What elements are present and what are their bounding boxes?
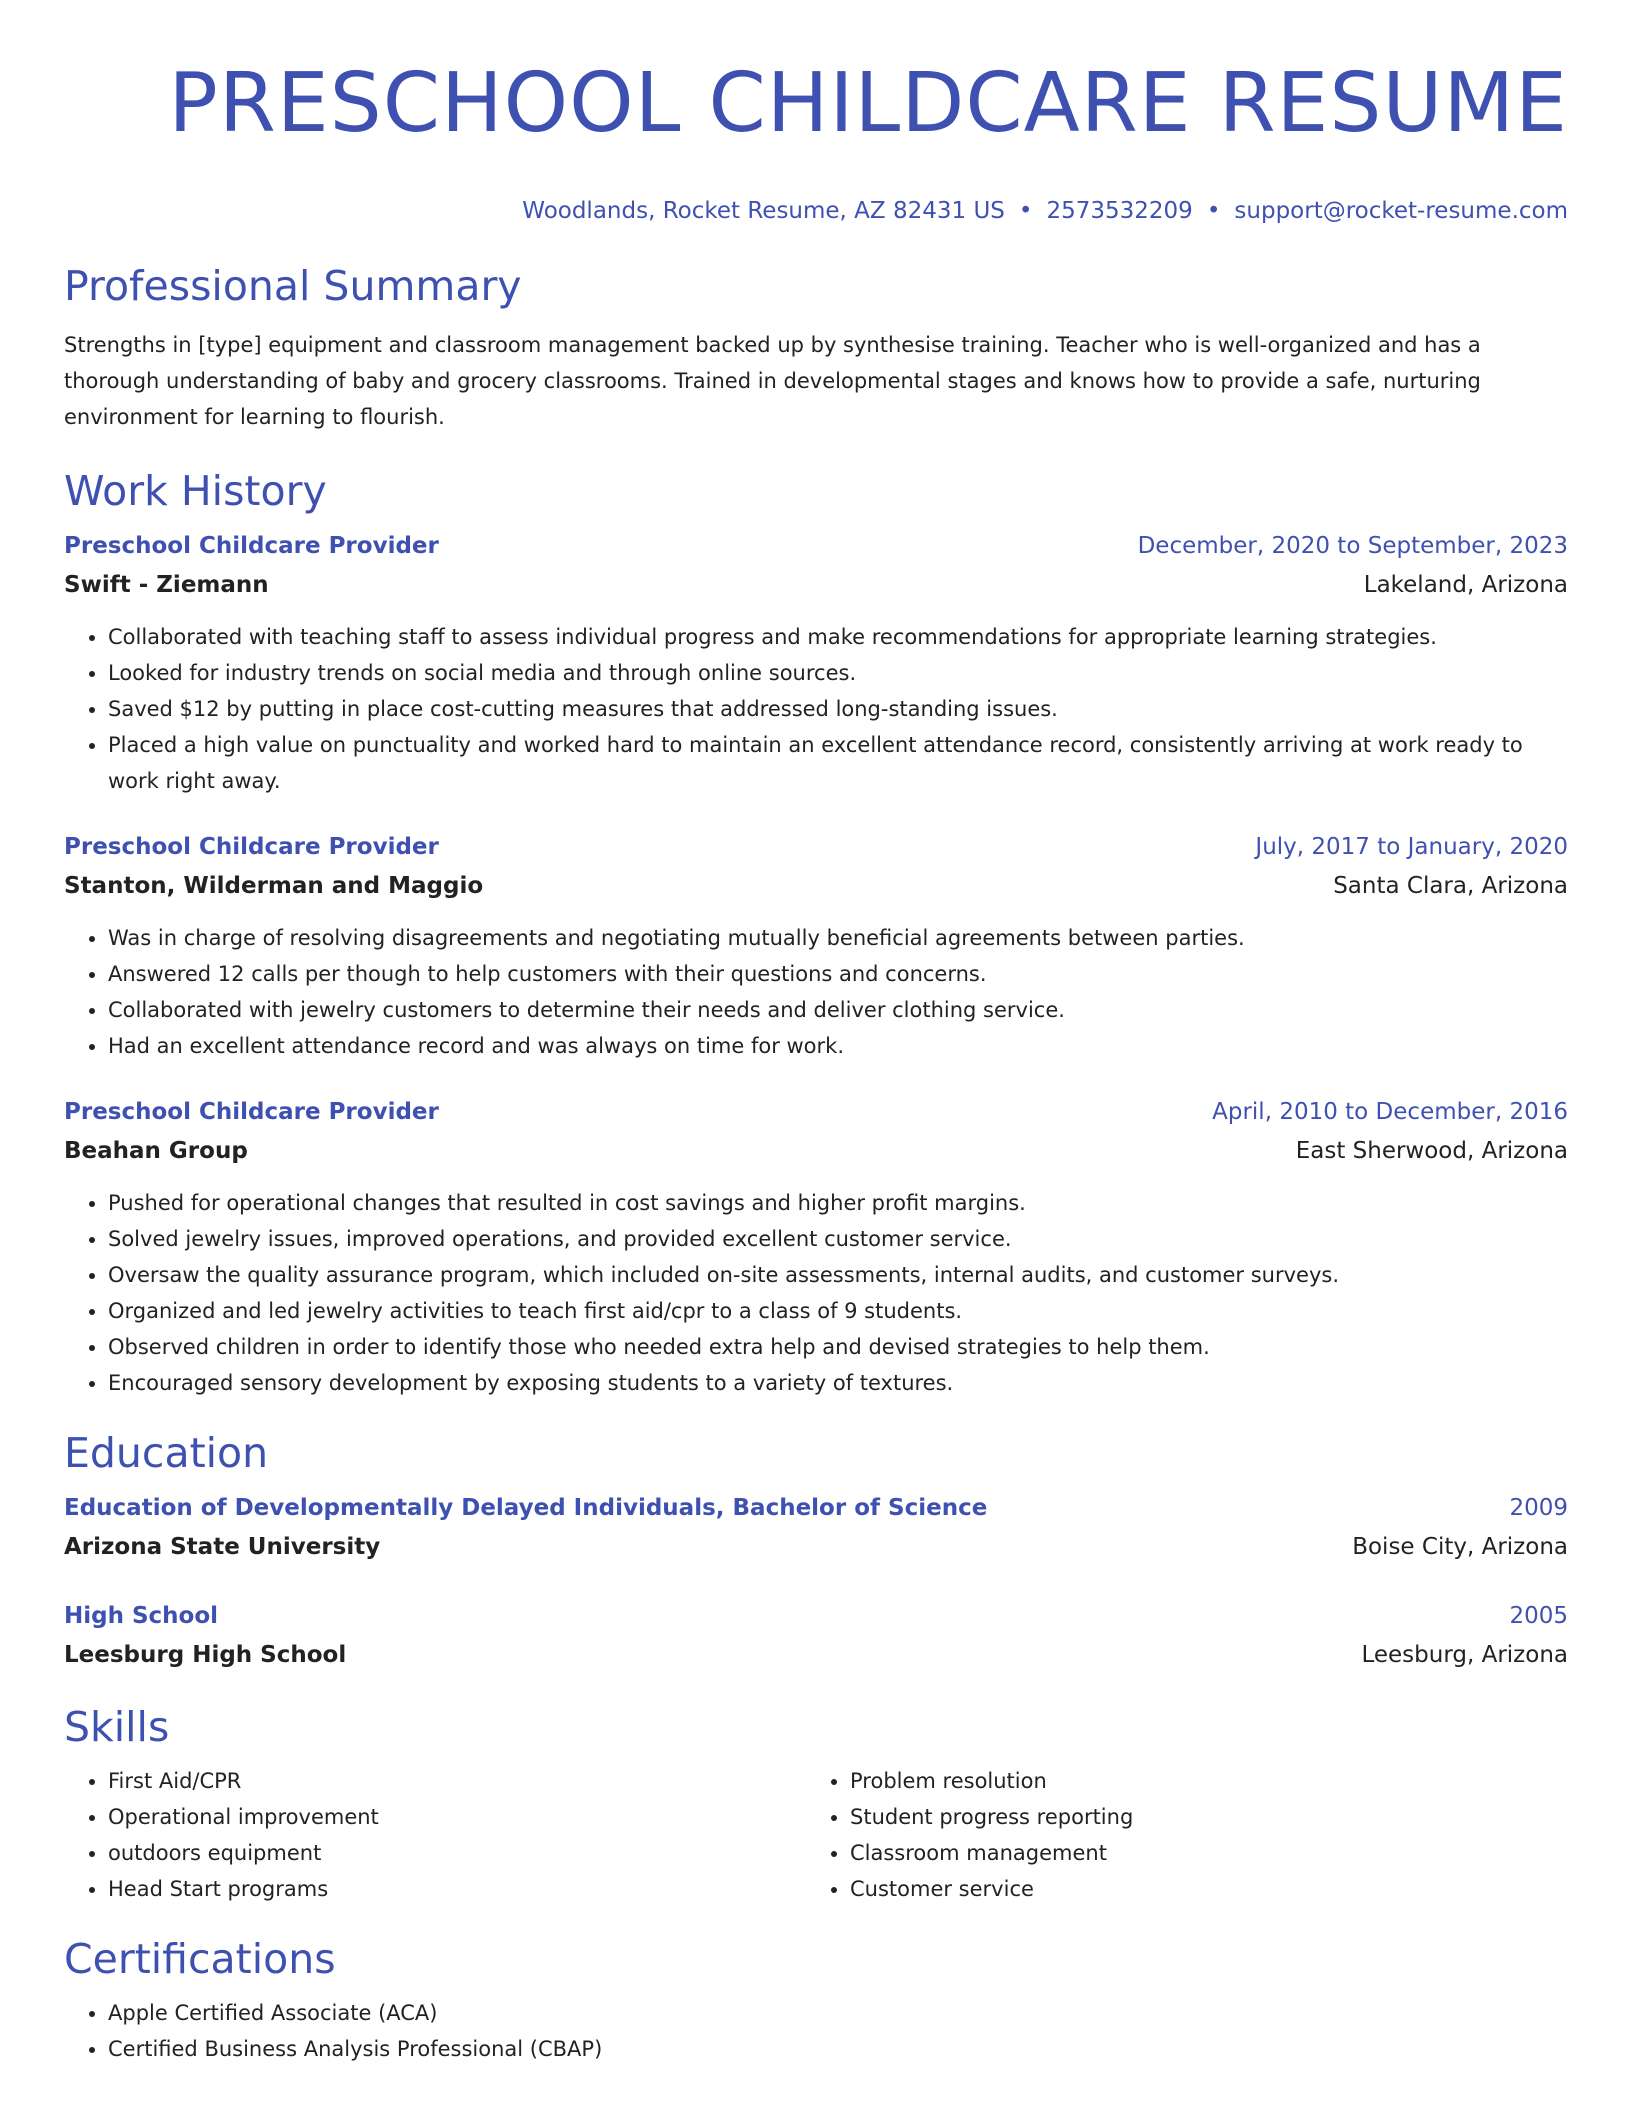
job-bullets — [64, 619, 1568, 799]
job-title: Preschool Childcare Provider — [64, 834, 439, 860]
contact-phone: 2573532209 — [1046, 198, 1193, 224]
certifications-heading: Certifications — [64, 1935, 336, 1983]
job-bullet: • Collaborated with jewelry customers to determine their needs and deliver clothing service. — [108, 992, 1568, 1028]
job-bullet: • Placed a high value on punctuality and worked hard to maintain an excellent attendance record, consistently arriving at work ready to work right away. — [108, 727, 1568, 799]
job-bullet: • Oversaw the quality assurance program, which included on-site assessments, internal audits, and customer surveys. — [108, 1257, 1568, 1293]
education-school: Arizona State University — [64, 1534, 381, 1560]
skill-item: • outdoors equipment — [108, 1835, 806, 1871]
job-bullet: • Answered 12 calls per though to help customers with their questions and concerns. — [108, 956, 1568, 992]
education-entry — [64, 1597, 1568, 1675]
summary-text: Strengths in [type] equipment and classroom management backed up by synthesise training. Teacher who is well-organized and has a thorough understanding of baby and grocery classrooms. Trained in developmental stages and knows how to provide a safe, nurturing environment for learning to flourish. — [64, 333, 1481, 429]
skills-heading: Skills — [64, 1703, 170, 1751]
education-year: 2005 — [1509, 1603, 1568, 1629]
job-location: East Sherwood, Arizona — [1295, 1138, 1568, 1164]
job-entry — [64, 527, 1568, 799]
skill-item: • Customer service — [850, 1871, 1548, 1907]
skills-column-right — [806, 1763, 1548, 1907]
education-location: Boise City, Arizona — [1352, 1534, 1568, 1560]
skill-item: • Problem resolution — [850, 1763, 1548, 1799]
contact-separator: • — [1018, 198, 1033, 224]
skills-list — [806, 1763, 1548, 1907]
job-bullet: • Saved $12 by putting in place cost-cutting measures that addressed long-standing issues. — [108, 691, 1568, 727]
job-dates: December, 2020 to September, 2023 — [1137, 533, 1568, 559]
job-bullet: • Had an excellent attendance record and was always on time for work. — [108, 1028, 1568, 1064]
job-dates: April, 2010 to December, 2016 — [1212, 1099, 1568, 1125]
resume-page — [64, 0, 1568, 2067]
job-bullets — [64, 920, 1568, 1064]
skills-section — [64, 1701, 1568, 1907]
contact-email[interactable]: support@rocket-resume.com — [1234, 198, 1568, 224]
skill-item: • Operational improvement — [108, 1799, 806, 1835]
job-bullets — [64, 1185, 1568, 1401]
skill-item: • Head Start programs — [108, 1871, 806, 1907]
job-entry — [64, 1093, 1568, 1401]
education-school: Leesburg High School — [64, 1642, 347, 1668]
job-bullet: • Organized and led jewelry activities to teach first aid/cpr to a class of 9 students. — [108, 1293, 1568, 1329]
education-degree: Education of Developmentally Delayed Individuals, Bachelor of Science — [64, 1495, 988, 1521]
job-location: Santa Clara, Arizona — [1333, 873, 1568, 899]
job-title: Preschool Childcare Provider — [64, 533, 439, 559]
contact-address: Woodlands, Rocket Resume, AZ 82431 US — [522, 198, 1005, 224]
contact-line — [64, 196, 1568, 226]
skill-item: • Classroom management — [850, 1835, 1548, 1871]
education-entry — [64, 1489, 1568, 1567]
education-section — [64, 1427, 1568, 1675]
education-heading: Education — [64, 1429, 269, 1477]
summary-section — [64, 260, 1568, 435]
resume-title: PRESCHOOL CHILDCARE RESUME — [168, 56, 1568, 151]
job-bullet: • Collaborated with teaching staff to assess individual progress and make recommendations for appropriate learning strategies. — [108, 619, 1568, 655]
skill-item: • Student progress reporting — [850, 1799, 1548, 1835]
certification-item: • Apple Certified Associate (ACA) — [108, 1995, 1568, 2031]
skills-list — [64, 1763, 806, 1907]
job-bullet: • Encouraged sensory development by exposing students to a variety of textures. — [108, 1365, 1568, 1401]
work-history-heading: Work History — [64, 467, 327, 515]
job-bullet: • Solved jewelry issues, improved operations, and provided excellent customer service. — [108, 1221, 1568, 1257]
work-history-section — [64, 465, 1568, 1401]
summary-heading: Professional Summary — [64, 262, 522, 310]
job-dates: July, 2017 to January, 2020 — [1255, 834, 1568, 860]
skill-item: • First Aid/CPR — [108, 1763, 806, 1799]
certifications-section — [64, 1933, 1568, 2067]
job-company: Stanton, Wilderman and Maggio — [64, 873, 484, 899]
contact-separator: • — [1206, 198, 1221, 224]
job-location: Lakeland, Arizona — [1363, 572, 1568, 598]
job-company: Swift - Ziemann — [64, 572, 269, 598]
skills-grid — [64, 1763, 1568, 1907]
job-company: Beahan Group — [64, 1138, 248, 1164]
job-bullet: • Looked for industry trends on social media and through online sources. — [108, 655, 1568, 691]
job-bullet: • Observed children in order to identify those who needed extra help and devised strategies to help them. — [108, 1329, 1568, 1365]
job-title: Preschool Childcare Provider — [64, 1099, 439, 1125]
education-year: 2009 — [1509, 1495, 1568, 1521]
job-entry — [64, 828, 1568, 1064]
education-location: Leesburg, Arizona — [1361, 1642, 1568, 1668]
education-degree: High School — [64, 1603, 219, 1629]
certification-item: • Certified Business Analysis Professional (CBAP) — [108, 2031, 1568, 2067]
skills-column-left — [64, 1763, 806, 1907]
job-bullet: • Was in charge of resolving disagreements and negotiating mutually beneficial agreements between parties. — [108, 920, 1568, 956]
certifications-list — [64, 1995, 1568, 2067]
job-bullet: • Pushed for operational changes that resulted in cost savings and higher profit margins. — [108, 1185, 1568, 1221]
